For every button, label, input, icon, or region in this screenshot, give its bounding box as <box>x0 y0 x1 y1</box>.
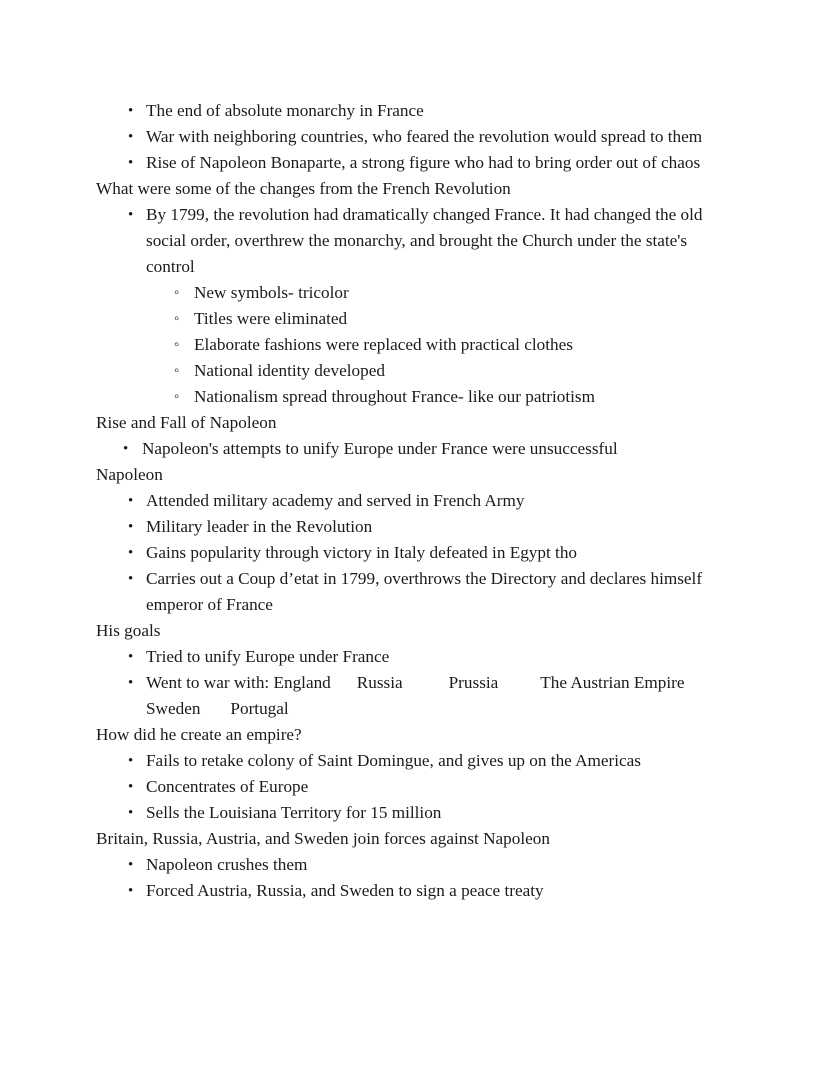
document-body <box>96 98 734 904</box>
sub-list-item-text: National identity developed <box>194 361 385 380</box>
sub-bullet-list-changes <box>96 280 734 410</box>
war-country-sweden: Sweden <box>146 699 201 718</box>
list-item <box>96 540 734 566</box>
list-item <box>96 800 734 826</box>
list-item-text: Gains popularity through victory in Italy defeated in Egypt tho <box>146 543 578 562</box>
sub-list-item <box>96 280 734 306</box>
list-item-war-countries <box>96 670 734 722</box>
bullet-list-napoleon <box>96 488 734 618</box>
sub-list-item <box>96 384 734 410</box>
sub-list-item <box>96 306 734 332</box>
list-item <box>96 98 734 124</box>
sub-list-item-text: Elaborate fashions were replaced with practical clothes <box>194 335 573 354</box>
list-item-text: Carries out a Coup d’etat in 1799, overthrows the Directory and declares himself emperor of France <box>146 569 703 614</box>
heading-his-goals: His goals <box>96 621 161 640</box>
list-item-text: Fails to retake colony of Saint Domingue, and gives up on the Americas <box>146 751 641 770</box>
heading-coalition-against-napoleon: Britain, Russia, Austria, and Sweden join forces against Napoleon <box>96 829 550 848</box>
list-item <box>96 878 734 904</box>
list-item <box>96 748 734 774</box>
heading-napoleon: Napoleon <box>96 465 163 484</box>
list-item-text: Concentrates of Europe <box>146 777 309 796</box>
heading-rise-and-fall-of-napoleon: Rise and Fall of Napoleon <box>96 413 277 432</box>
heading-how-did-he-create-an-empire: How did he create an empire? <box>96 725 302 744</box>
list-item-text: Tried to unify Europe under France <box>146 647 390 666</box>
list-item-text: Rise of Napoleon Bonaparte, a strong figure who had to bring order out of chaos <box>146 153 701 172</box>
sub-list-item-text: Titles were eliminated <box>194 309 348 328</box>
bullet-list-rise-and-fall <box>96 436 734 462</box>
list-item <box>96 124 734 150</box>
list-item <box>96 202 734 280</box>
list-item-text: Forced Austria, Russia, and Sweden to sign a peace treaty <box>146 881 544 900</box>
list-item-text: Military leader in the Revolution <box>146 517 373 536</box>
list-item-text: By 1799, the revolution had dramatically changed France. It had changed the old social order, overthrew the monarchy, and brought the Church under the state's control <box>146 205 703 276</box>
list-item <box>96 774 734 800</box>
sub-list-item <box>96 332 734 358</box>
list-item <box>96 150 734 176</box>
list-item <box>96 852 734 878</box>
list-item <box>96 436 734 462</box>
list-item <box>96 514 734 540</box>
sub-list-item-text: Nationalism spread throughout France- like our patriotism <box>194 387 595 406</box>
list-item-text: Napoleon's attempts to unify Europe under France were unsuccessful <box>142 439 618 458</box>
list-item <box>96 644 734 670</box>
list-item <box>96 488 734 514</box>
heading-changes-french-revolution: What were some of the changes from the French Revolution <box>96 179 511 198</box>
list-item-text: Sells the Louisiana Territory for 15 million <box>146 803 442 822</box>
list-item <box>96 566 734 618</box>
bullet-list-intro <box>96 98 734 176</box>
bullet-list-changes <box>96 202 734 280</box>
war-country-austrian-empire: The Austrian Empire <box>540 673 685 692</box>
list-item-text: The end of absolute monarchy in France <box>146 101 424 120</box>
bullet-list-empire <box>96 748 734 826</box>
war-country-russia: Russia <box>356 673 403 692</box>
list-item-text: War with neighboring countries, who feared the revolution would spread to them <box>146 127 703 146</box>
bullet-list-his-goals <box>96 644 734 722</box>
bullet-list-coalition <box>96 852 734 904</box>
war-country-prussia: Prussia <box>448 673 499 692</box>
war-country-portugal: Portugal <box>230 699 289 718</box>
list-item-text: Attended military academy and served in French Army <box>146 491 525 510</box>
list-item-text: Napoleon crushes them <box>146 855 308 874</box>
sub-list-item <box>96 358 734 384</box>
war-list-prefix: Went to war with: England <box>146 673 331 692</box>
sub-list-item-text: New symbols- tricolor <box>194 283 349 302</box>
